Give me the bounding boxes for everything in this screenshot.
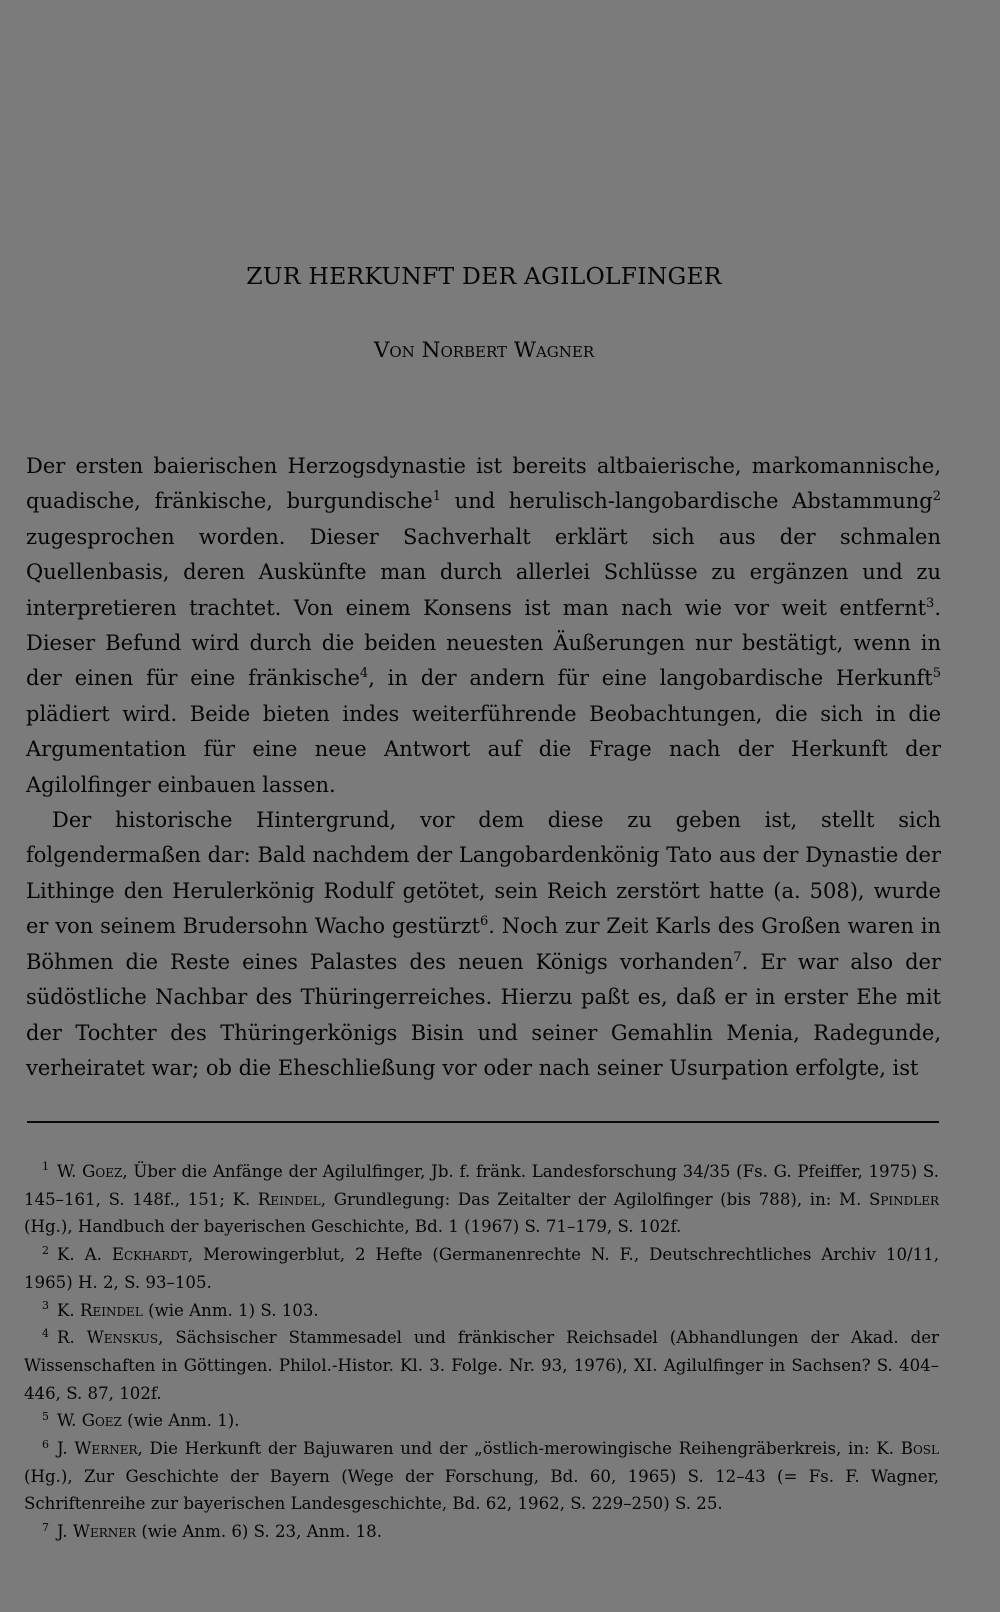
footnote-number: 5	[42, 1409, 49, 1423]
footnote-number: 4	[42, 1326, 49, 1340]
cited-author: R. Wenskus	[57, 1328, 159, 1348]
footnote-divider	[27, 1121, 939, 1123]
footnote-ref: 1	[432, 489, 442, 505]
footnote-text: (wie Anm. 1).	[121, 1411, 240, 1431]
text-run: . Dieser Befund wird durch die beiden neuesten Äußerungen nur bestätigt, wenn in der einen für eine fränkische	[26, 595, 941, 691]
cited-author: J. Werner	[57, 1522, 137, 1542]
footnote-number: 3	[42, 1298, 49, 1312]
footnote-number: 1	[42, 1160, 49, 1174]
cited-author: J. Werner	[57, 1439, 138, 1459]
footnote-text: (Hg.), Handbuch der bayerischen Geschichte, Bd. 1 (1967) S. 71–179, S. 102f.	[24, 1217, 682, 1237]
footnote-number: 7	[42, 1520, 49, 1534]
footnotes	[24, 1158, 939, 1546]
cited-author: W. Goez	[57, 1162, 123, 1181]
author-name: Norbert Wagner	[421, 338, 595, 363]
footnote-ref: 7	[733, 949, 742, 965]
text-run: . Noch zur Zeit Karls des Großen waren in Böhmen die Reste eines Palastes des neuen Königs vorhanden	[26, 914, 941, 974]
cited-author: W. Goez	[57, 1411, 122, 1431]
footnote-text: , Grundlegung: Das Zeitalter der Agilolfinger (bis 788), in:	[320, 1189, 840, 1209]
footnote-ref: 2	[932, 489, 942, 505]
footnote-ref: 6	[480, 914, 489, 930]
paragraph	[26, 449, 941, 803]
cited-author: K. A. Eckhardt	[57, 1245, 188, 1265]
cited-author: K. Reindel	[232, 1189, 321, 1209]
footnote-number: 6	[42, 1437, 49, 1451]
footnote-ref: 3	[926, 595, 935, 611]
footnote	[24, 1407, 939, 1435]
footnote-text: (Hg.), Zur Geschichte der Bayern (Wege der Forschung, Bd. 60, 1965) S. 12–43 (= Fs. F. Wagner, Schriftenreihe zur bayerischen Landesgeschichte, Bd. 62, 1962, S. 229–250) S. 25.	[24, 1466, 939, 1514]
footnote-ref: 5	[932, 666, 942, 682]
footnote	[24, 1158, 939, 1241]
footnote-text: , Merowingerblut, 2 Hefte (Germanenrechte N. F., Deutschrechtliches Archiv 10/11, 1965) H. 2, S. 93–105.	[24, 1245, 939, 1292]
text-run: . Er war also der südöstliche Nachbar des Thüringerreiches. Hierzu paßt es, daß er in erster Ehe mit der Tochter des Thüringerkönigs Bisin und seiner Gemahlin Menia, Radegunde, verheiratet war; ob die Eheschließung vor oder nach seiner Usurpation erfolgte, ist	[26, 949, 941, 1080]
text-run: Der ersten baierischen Herzogsdynastie ist bereits altbaierische, markomannische, quadische, fränkische, burgundische	[26, 454, 941, 514]
body-text	[26, 449, 941, 1086]
footnote-text: (wie Anm. 6) S. 23, Anm. 18.	[136, 1522, 383, 1542]
cited-author: M. Spindler	[839, 1189, 940, 1209]
footnote-text: , Die Herkunft der Bajuwaren und der „östlich-merowingische Reihengräberkreis, in:	[137, 1439, 877, 1459]
footnote-text: , Über die Anfänge der Agilulfinger, Jb. f. fränk. Landesforschung 34/35 (Fs. G. Pfeiffer, 1975) S. 145–161, S. 148f., 151;	[24, 1162, 939, 1209]
author-line	[0, 338, 968, 363]
footnote-ref: 4	[359, 666, 369, 682]
article-title: ZUR HERKUNFT DER AGILOLFINGER	[246, 262, 722, 290]
footnote-text: , Sächsischer Stammesadel und fränkischer Reichsadel (Abhandlungen der Akad. der Wissenschaften in Göttingen. Philol.-Histor. Kl. 3. Folge. Nr. 93, 1976), XI. Agilulfinger in Sachsen? S. 404–446, S. 87, 102f.	[24, 1328, 939, 1403]
footnote-text: (wie Anm. 1) S. 103.	[142, 1300, 319, 1320]
footnote	[24, 1241, 939, 1296]
author-prefix: Von	[373, 338, 422, 363]
footnote	[24, 1324, 939, 1407]
cited-author: K. Bosl	[876, 1439, 939, 1459]
footnote	[24, 1297, 939, 1325]
footnote	[24, 1435, 939, 1518]
text-run: zugesprochen worden. Dieser Sachverhalt erklärt sich aus der schmalen Quellenbasis, deren Auskünfte man durch allerlei Schlüsse zu ergänzen und zu interpretieren trachtet. Von einem Konsens ist man nach wie vor weit entfernt	[26, 524, 941, 620]
text-run: plädiert wird. Beide bieten indes weiterführende Beobachtungen, die sich in die Argumentation für eine neue Antwort auf die Frage nach der Herkunft der Agilolfinger einbauen lassen.	[26, 701, 941, 797]
text-run: und herulisch-langobardische Abstammung	[441, 489, 933, 514]
footnote-number: 2	[42, 1243, 49, 1257]
cited-author: K. Reindel	[57, 1300, 143, 1320]
text-run: Der historische Hintergrund, vor dem diese zu geben ist, stellt sich folgendermaßen dar: Bald nachdem der Langobardenkönig Tato aus der Dynastie der Lithinge den Herulerkönig Rodulf getötet, sein Reich zerstört hatte (a. 508), wurde er von seinem Brudersohn Wacho gestürzt	[26, 808, 941, 939]
text-run: , in der andern für eine langobardische Herkunft	[368, 666, 933, 691]
footnote	[24, 1518, 939, 1546]
paragraph	[26, 803, 941, 1086]
